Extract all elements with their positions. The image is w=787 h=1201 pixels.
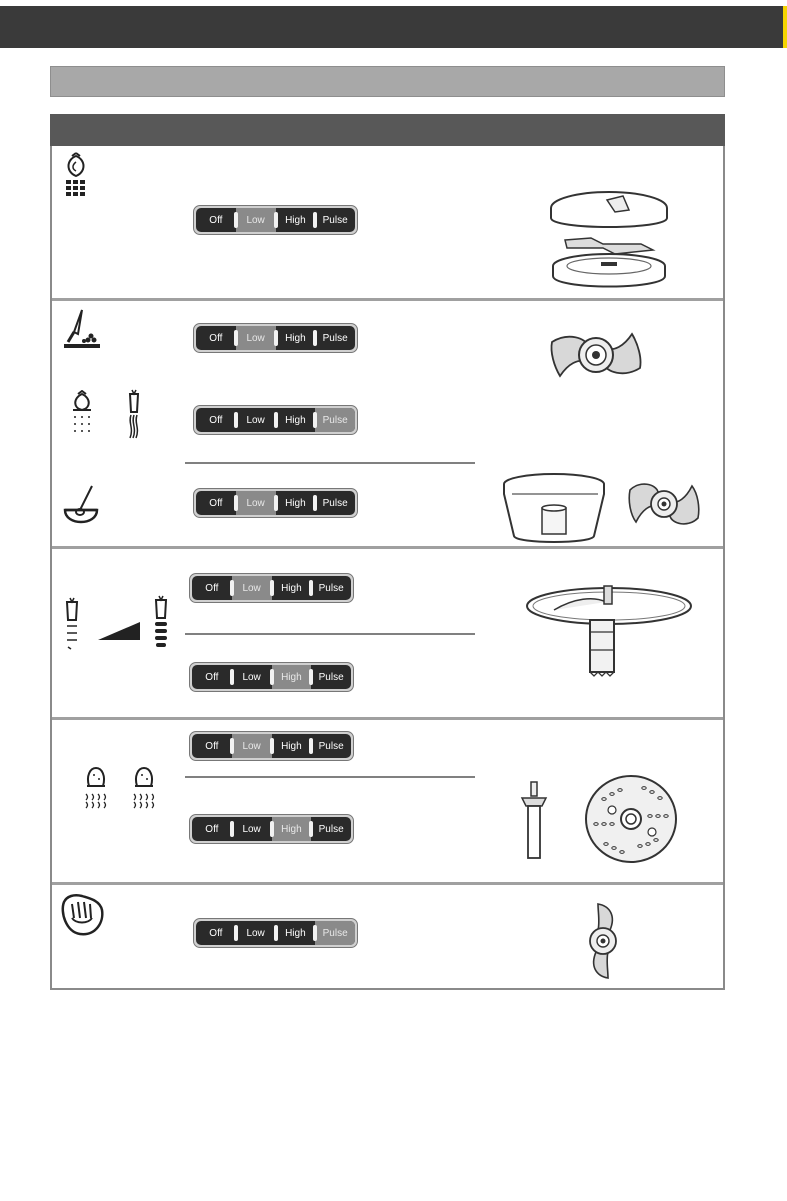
sub-divider	[185, 633, 475, 635]
row-divider	[52, 717, 723, 720]
speed-segment-high: High	[272, 817, 312, 841]
speed-segment-low: Low	[236, 921, 276, 945]
speed-segment-pulse: Pulse	[315, 491, 355, 515]
page-header-bar	[0, 6, 783, 48]
speed-segment-low: Low	[236, 491, 276, 515]
mini-bowl-image	[502, 470, 608, 546]
speed-segment-low: Low	[232, 817, 272, 841]
potato-shred-icon	[130, 766, 158, 810]
speed-segment-pulse: Pulse	[311, 665, 351, 689]
speed-segment-low: Low	[236, 326, 276, 350]
sub-divider	[185, 776, 475, 778]
potato-shred-icon	[82, 766, 110, 810]
speed-segment-off: Off	[205, 671, 219, 683]
speed-segment-off: Off	[209, 332, 223, 344]
speed-control-panel	[193, 488, 358, 518]
speed-segment-pulse: Pulse	[315, 408, 355, 432]
shredding-disc-image	[584, 774, 678, 864]
speed-control-panel	[193, 918, 358, 948]
thickness-ramp-icon	[98, 622, 140, 640]
speed-segment-off: Off	[205, 740, 219, 752]
page-header-accent	[783, 6, 787, 48]
row-divider	[52, 882, 723, 885]
speed-segment-pulse: Pulse	[315, 326, 355, 350]
speed-segment-high: High	[276, 408, 316, 432]
row-divider	[52, 298, 723, 301]
carrot-thick-slice-icon	[150, 594, 172, 652]
dough-icon	[58, 892, 108, 938]
speed-control-panel	[189, 814, 354, 844]
speed-control-panel	[193, 205, 358, 235]
row-divider	[52, 546, 723, 549]
mini-blade-image	[626, 478, 702, 532]
speed-segment-low: Low	[232, 734, 272, 758]
speed-control-panel	[189, 731, 354, 761]
speed-segment-high: High	[276, 208, 316, 232]
carrot-puree-icon	[122, 388, 146, 440]
adjustable-slicing-disc-image	[524, 584, 694, 680]
speed-segment-off: Off	[209, 214, 223, 226]
table-header-row	[50, 114, 725, 146]
speed-segment-pulse: Pulse	[315, 208, 355, 232]
speed-segment-high: High	[272, 734, 312, 758]
speed-segment-low: Low	[236, 408, 276, 432]
speed-segment-pulse: Pulse	[311, 734, 351, 758]
dicing-kit-image	[545, 188, 675, 294]
drive-adapter-image	[518, 780, 550, 860]
knife-chop-icon	[60, 306, 106, 352]
section-title-bar	[50, 66, 725, 97]
speed-segment-off: Off	[205, 823, 219, 835]
dough-blade-image	[580, 900, 626, 982]
speed-segment-pulse: Pulse	[315, 921, 355, 945]
speed-control-panel	[189, 662, 354, 692]
speed-segment-pulse: Pulse	[311, 576, 351, 600]
onion-dice-icon	[62, 152, 98, 200]
speed-control-panel	[193, 405, 358, 435]
speed-segment-high: High	[272, 665, 312, 689]
speed-segment-high: High	[276, 326, 316, 350]
speed-segment-low: Low	[236, 208, 276, 232]
speed-segment-pulse: Pulse	[311, 817, 351, 841]
speed-segment-high: High	[272, 576, 312, 600]
speed-segment-high: High	[276, 491, 316, 515]
carrot-thin-slice-icon	[62, 596, 82, 652]
speed-segment-high: High	[276, 921, 316, 945]
speed-control-panel	[189, 573, 354, 603]
multipurpose-blade-image	[548, 328, 644, 384]
sub-divider	[185, 462, 475, 464]
speed-segment-low: Low	[232, 576, 272, 600]
speed-segment-off: Off	[209, 414, 223, 426]
speed-segment-off: Off	[209, 927, 223, 939]
speed-segment-off: Off	[209, 497, 223, 509]
speed-segment-low: Low	[232, 665, 272, 689]
speed-segment-off: Off	[205, 582, 219, 594]
speed-control-panel	[193, 323, 358, 353]
mixing-bowl-icon	[62, 482, 102, 528]
onion-mince-icon	[70, 390, 96, 436]
